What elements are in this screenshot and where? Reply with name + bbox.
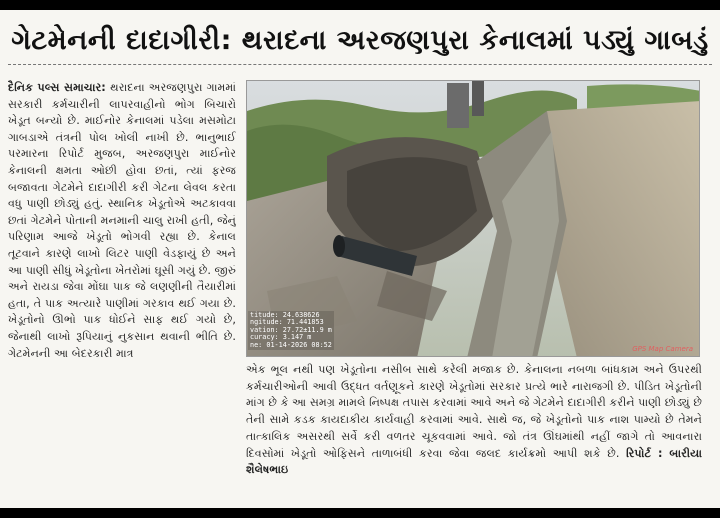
gps-line: titude: 24.638626 xyxy=(250,311,320,319)
newspaper-page xyxy=(0,10,720,508)
gps-line: vation: 27.72±11.9 m xyxy=(250,325,332,334)
photo-watermark: GPS Map Camera xyxy=(632,345,693,353)
article-left-text: થરાદના અરજણપુરા ગામમાં સરકારી કર્મચારીની લાપરવાહીનો ભોગ બિચારો ખેડૂત બન્યો છે. માઈનોર કેનાલમાં પડેલા મસમોટા ગાબડાએ તંત્રની પોલ ખોલી નાખી છે. ભાનુભાઈ પરમારના રિપોર્ટ મુજબ, અરજણપુરા માઈનોર કેનાલની ક્ષમતા ઓછી હોવા છતાં, ત્યાં ફરજ બજાવતા ગેટમેને દાદાગીરી કરી ગેટના લેવલ કરતા વધુ પાણી છોડ્યું હતું. સ્થાનિક ખેડૂતોએ અટકાવવા છતાં ગેટમેને પોતાની મનમાની ચાલુ રાખી હતી, જેનું પરિણામ આજે ખેડૂતો ભોગવી રહ્યા છે. કેનાલ તૂટવાને કારણે લાખો લિટર પાણી વેડફાયું છે અને આ પાણી સીધું ખેડૂતોના ખેતરોમાં ઘૂસી ગયું છે. જીરું અને રાયડા જેવા મોંઘા પાક જે લણણીની તૈયારીમાં હતા, તે પાક અત્યારે પાણીમાં ગરકાવ થઈ ગયા છે. ખેડૂતોનો ઊભો પાક ધોઈને સાફ થઈ ગયો છે, જેનાથી લાખો રૂપિયાનું નુકસાન થવાની ભીતિ છે. ગેટમેનની આ બેદરકારી માત્ર xyxy=(8,81,236,360)
gps-overlay xyxy=(248,311,334,350)
gps-line: ne: 01-14-2026 08:52 xyxy=(250,340,332,349)
article-left-column xyxy=(8,80,236,505)
article-right-text: એક ભૂલ નથી પણ ખેડૂતોના નસીબ સાથે કરેલી મજાક છે. કેનાલના નબળા બાંધકામ અને ઉપરથી કર્મચારીઓની આવી ઉદ્ધત વર્તણૂકને કારણે ખેડૂતોમાં સરકાર પ્રત્યે ભારે નારાજગી છે. પીડિત ખેડૂતોની માંગ છે કે આ સમગ્ર મામલે નિષ્પક્ષ તપાસ કરવામાં આવે અને જે ગેટમેને દાદાગીરી કરીને પાણી છોડ્યું છે તેની સામે કડક કાયદાકીય કાર્યવાહી કરવામાં આવે. સાથે જ, જે ખેડૂતોનો પાક નાશ પામ્યો છે તેમને તાત્કાલિક અસરથી સર્વે કરી વળતર ચૂકવવામાં આવે. જો તંત્ર ઊંઘમાંથી નહીં જાગે તો આવનારા દિવસોમાં ખેડૂતો ઓફિસને તાળાબંધી કરવા જેવા જલદ કાર્યક્રમો આપી શકે છે. xyxy=(246,363,702,460)
byline: રિપોર્ટ : બારીયા શૈલેષભાઇ xyxy=(246,446,702,477)
gps-line: curacy: 3.147 m xyxy=(250,333,312,342)
headline: ગેટમેનની દાદાગીરી: થરાદના અરજણપુરા કેનાલમાં પડ્યું ગાબડું xyxy=(8,18,712,65)
gps-line: ngitude: 71.441853 xyxy=(250,318,324,327)
article-lead: દૈનિક પલ્સ સમાચાર: xyxy=(8,81,111,94)
article-right-column xyxy=(246,362,702,507)
